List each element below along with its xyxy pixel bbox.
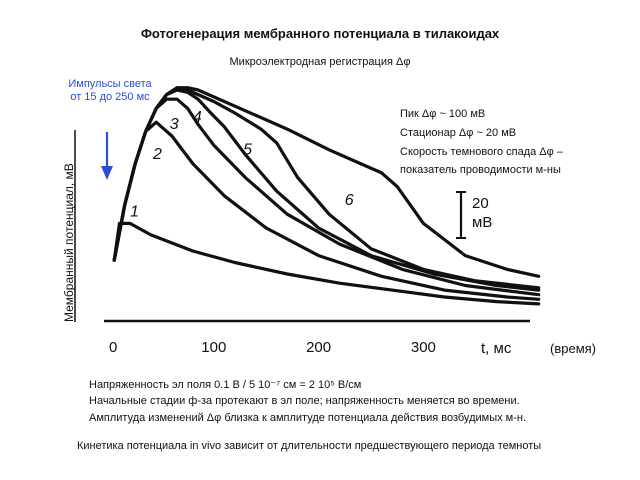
x-axis-label: t, мс (481, 340, 512, 357)
x-tick-200: 200 (306, 339, 332, 356)
x-axis-extra-label: (время) (550, 341, 597, 356)
x-tick-300: 300 (410, 339, 436, 356)
note-decay-rate: Скорость темнового спада Δφ – (400, 146, 563, 158)
curve-label-6: 6 (344, 192, 354, 209)
x-tick-100: 100 (201, 339, 227, 356)
field-strength-line: Напряженность эл поля 0.1 В / 5 10⁻⁷ см = 2 10⁵ В/см (89, 379, 362, 391)
note-conductance: показатель проводимости м-ны (400, 164, 561, 176)
scale-bar-unit: мВ (472, 214, 493, 231)
curve-label-5: 5 (243, 141, 253, 159)
page-title: Фотогенерация мембранного потенциала в тилакоидах (140, 26, 500, 41)
note-steady: Стационар Δφ ~ 20 мВ (400, 127, 517, 139)
y-axis-label: Мембранный потенциал, мВ (62, 163, 76, 322)
curve-label-3: 3 (169, 116, 179, 134)
page-subtitle: Микроэлектродная регистрация Δφ (229, 56, 411, 68)
initial-stages-line: Начальные стадии ф-за протекают в эл поле; напряженность меняется во времени. (89, 395, 520, 407)
chart-x-ticks (109, 339, 436, 356)
scale-bar-value: 20 (472, 195, 489, 212)
curve-label-2: 2 (153, 146, 162, 163)
light-pulse-note: Импульсы света от 15 до 250 мс (68, 78, 152, 103)
curve-label-4: 4 (192, 109, 202, 127)
footer-note: Кинетика потенциала in vivo зависит от длительности предшествующего периода темноты (77, 440, 542, 452)
arrow-head-icon (101, 166, 113, 180)
x-tick-0: 0 (109, 339, 118, 356)
amplitude-line: Амплитуда изменений Δφ близка к амплитуде потенциала действия возбудимых м-н. (89, 412, 527, 424)
note-peak: Пик Δφ ~ 100 мВ (400, 108, 486, 120)
curve-label-1: 1 (129, 203, 139, 221)
